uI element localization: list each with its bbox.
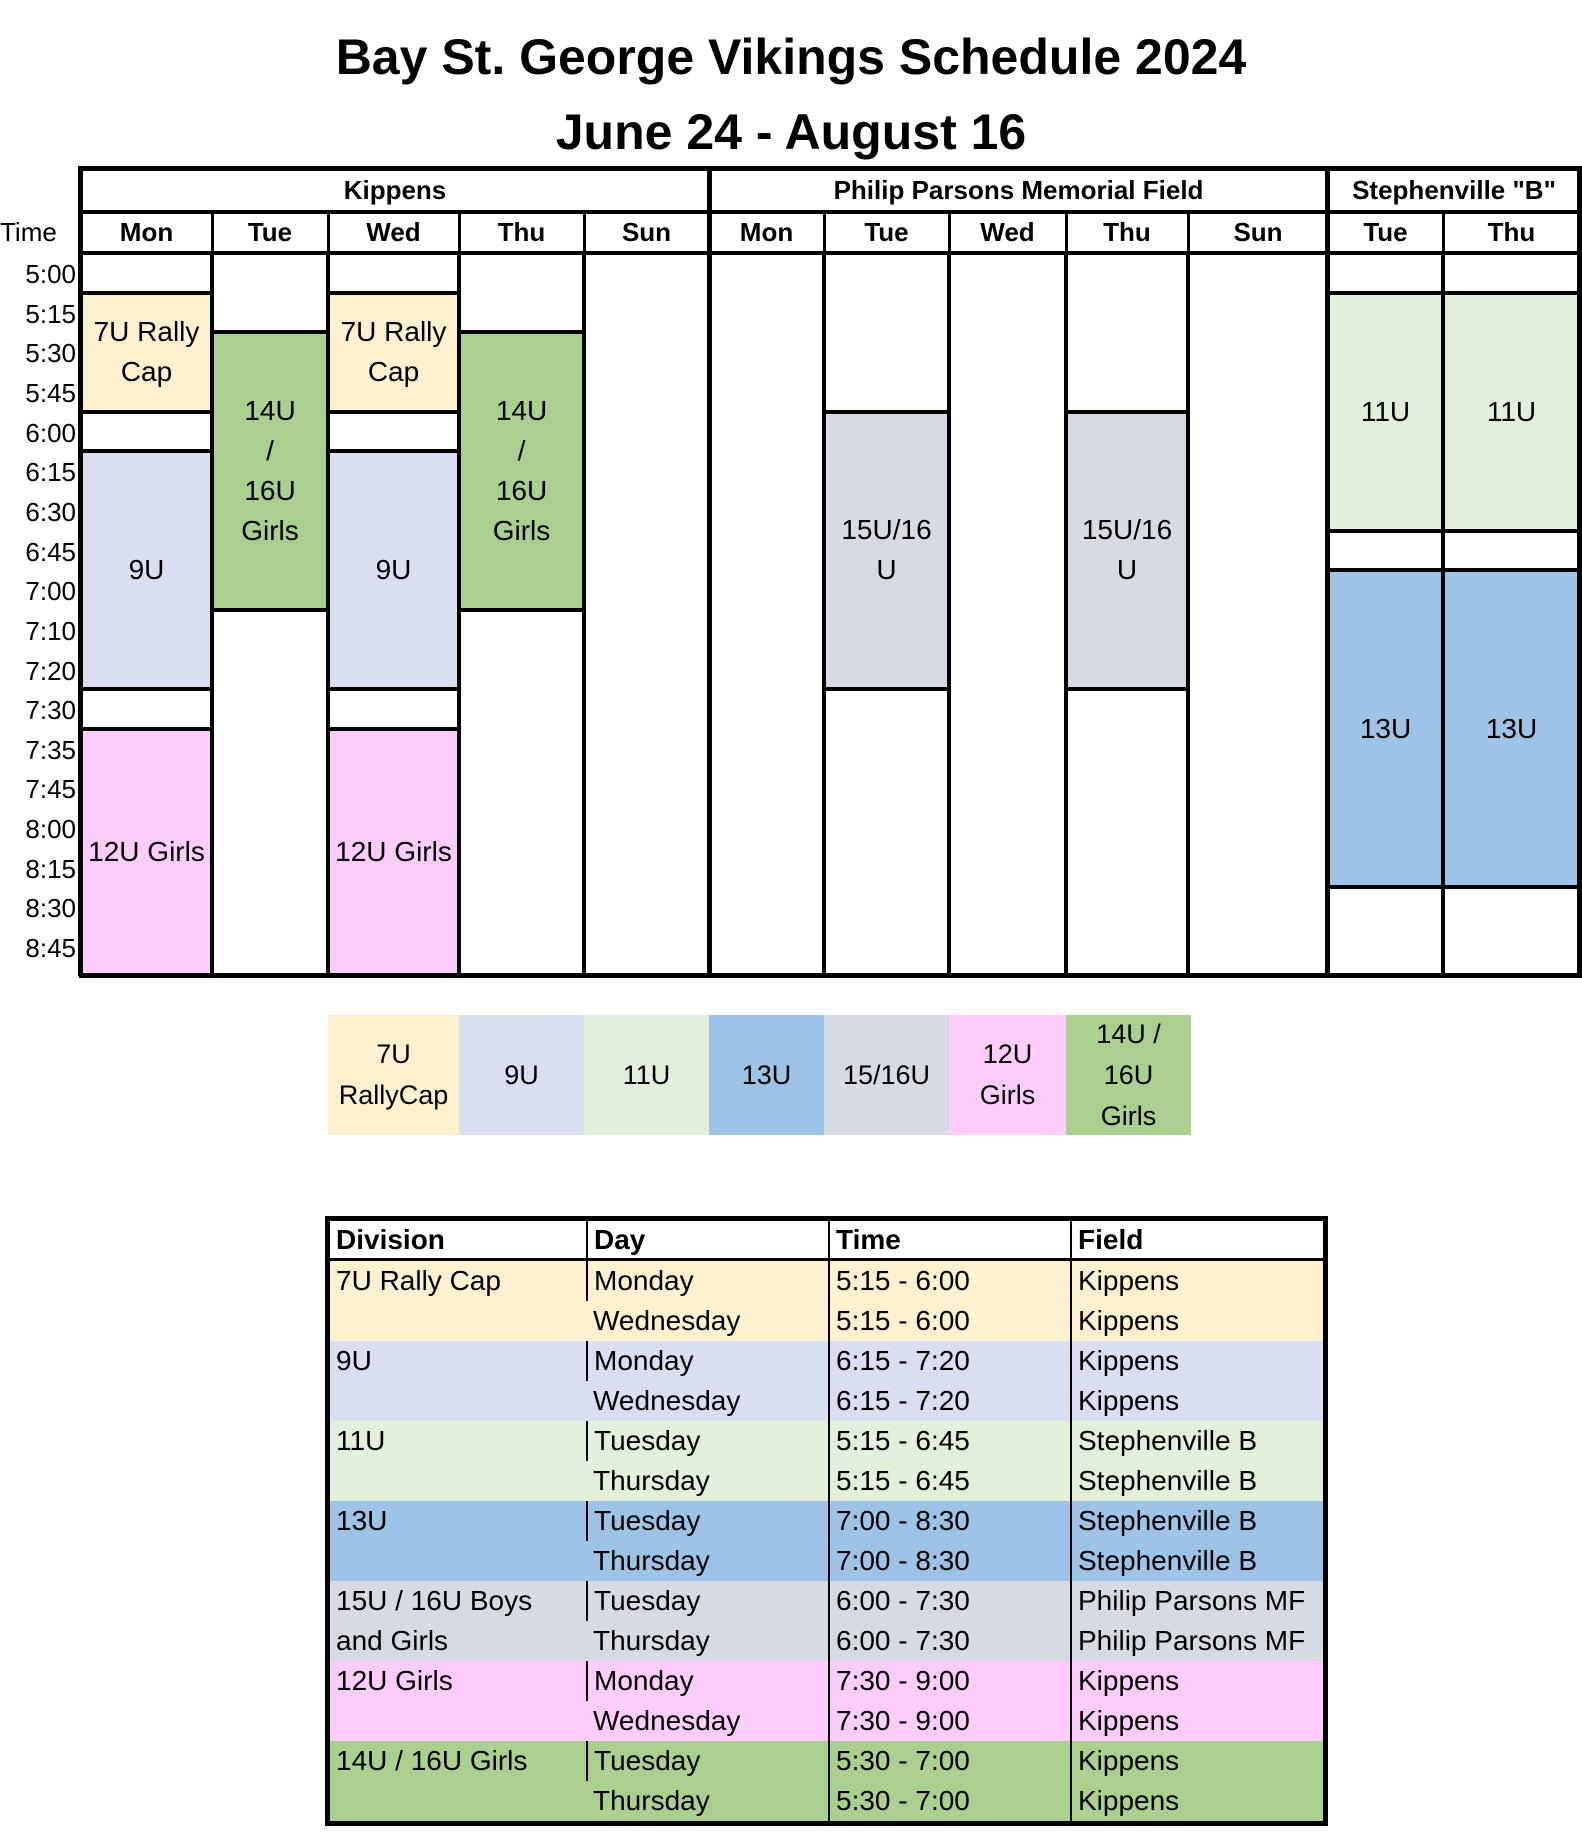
grid-border [1325, 166, 1330, 976]
day-header: Thu [497, 217, 546, 247]
time-label: 8:15 [25, 853, 76, 884]
legend-item: 11U [584, 1015, 709, 1135]
field-header: Stephenville "B" [1352, 175, 1556, 205]
schedule-block: 11U [1443, 293, 1580, 531]
field-cell: Kippens [1071, 1781, 1326, 1824]
grid-divider [458, 212, 461, 253]
schedule-block: 15U/16 U [1066, 412, 1188, 690]
day-cell: Monday [587, 1341, 829, 1381]
day-header: Thu [1103, 217, 1151, 247]
schedule-block: 11U [1328, 293, 1443, 531]
time-cell: 6:00 - 7:30 [829, 1621, 1071, 1661]
schedule-block: 7U Rally Cap [328, 293, 459, 412]
empty-slot [1066, 253, 1188, 412]
empty-slot [824, 253, 949, 412]
day-cell: Monday [587, 1661, 829, 1701]
time-label: 8:45 [25, 933, 76, 964]
day-cell: Thursday [593, 1785, 710, 1816]
schedule-block: 9U [81, 451, 212, 689]
time-cell: 5:30 - 7:00 [829, 1781, 1071, 1824]
table-row [328, 1581, 1326, 1621]
schedule-block: 7U Rally Cap [81, 293, 212, 412]
table-row [328, 1341, 1326, 1381]
time-cell: 7:00 - 8:30 [829, 1501, 1071, 1541]
empty-slot [328, 253, 459, 293]
field-cell: Stephenville B [1071, 1501, 1326, 1541]
header-field: Field [1071, 1219, 1326, 1260]
division-cell: 9U [336, 1345, 372, 1376]
header-day: Day [587, 1219, 829, 1260]
page-subtitle: June 24 - August 16 [555, 104, 1027, 160]
empty-slot [584, 253, 709, 975]
empty-slot [212, 610, 328, 975]
header-division: Division [328, 1219, 588, 1260]
time-cell: 7:30 - 9:00 [829, 1661, 1071, 1701]
empty-slot [1443, 253, 1580, 293]
table-row [328, 1741, 1326, 1781]
time-cell: 6:15 - 7:20 [829, 1341, 1071, 1381]
empty-slot [459, 610, 584, 975]
day-header: Mon [739, 217, 794, 247]
time-label: 7:30 [25, 695, 76, 726]
time-label: 5:30 [25, 338, 76, 369]
field-cell: Kippens [1071, 1301, 1326, 1341]
table-row [328, 1421, 1326, 1461]
schedule-block: 12U Girls [328, 729, 459, 975]
field-cell: Kippens [1071, 1381, 1326, 1421]
legend-item: 14U / 16U Girls [1066, 1015, 1191, 1135]
day-cell: Tuesday [587, 1501, 829, 1541]
division-cell: 15U / 16U Boys and Girls [336, 1585, 533, 1656]
day-cell: Thursday [593, 1545, 710, 1576]
schedule-block: 13U [1443, 570, 1580, 887]
empty-slot [81, 412, 212, 452]
schedule-block: 15U/16 U [824, 412, 949, 690]
empty-slot [1443, 531, 1580, 571]
day-cell: Tuesday [587, 1421, 829, 1461]
schedule-block: 13U [1328, 570, 1443, 887]
time-cell: 5:15 - 6:45 [829, 1421, 1071, 1461]
empty-slot [212, 253, 328, 332]
empty-slot [709, 253, 824, 975]
grid-divider [211, 212, 214, 253]
day-cell: Tuesday [587, 1581, 829, 1621]
empty-slot [81, 253, 212, 293]
time-label: 8:30 [25, 893, 76, 924]
summary-table [325, 1216, 1328, 1826]
day-header: Tue [864, 217, 909, 247]
day-cell: Wednesday [593, 1705, 741, 1736]
empty-slot [1066, 689, 1188, 975]
field-cell: Kippens [1071, 1741, 1326, 1781]
grid-divider [823, 212, 826, 253]
time-header: Time [0, 217, 57, 247]
time-label: 7:20 [25, 655, 76, 686]
time-label: 6:00 [25, 417, 76, 448]
day-cell: Thursday [593, 1465, 710, 1496]
time-label: 6:15 [25, 457, 76, 488]
empty-slot [1443, 887, 1580, 975]
field-cell: Kippens [1071, 1341, 1326, 1381]
day-cell: Wednesday [593, 1385, 741, 1416]
grid-divider [1065, 212, 1068, 253]
empty-slot [1328, 531, 1443, 571]
division-cell: 11U [336, 1425, 386, 1456]
day-header: Wed [366, 217, 421, 247]
grid-border [78, 166, 83, 976]
time-label: 5:00 [25, 259, 76, 289]
day-cell: Tuesday [587, 1741, 829, 1781]
time-label: 7:10 [25, 615, 76, 646]
day-cell: Monday [587, 1260, 829, 1302]
division-cell: 12U Girls [336, 1665, 453, 1696]
field-cell: Kippens [1071, 1701, 1326, 1741]
grid-border [81, 251, 1580, 255]
schedule-block: 14U / 16U Girls [212, 332, 328, 610]
time-label: 7:00 [25, 576, 76, 607]
legend-item: 12U Girls [949, 1015, 1066, 1135]
time-label: 5:15 [25, 298, 76, 329]
legend-item: 13U [709, 1015, 824, 1135]
grid-border [1577, 166, 1582, 976]
legend-item: 15/16U [824, 1015, 949, 1135]
grid-divider [948, 212, 951, 253]
header-time: Time [829, 1219, 1071, 1260]
field-cell: Kippens [1071, 1260, 1326, 1302]
time-cell: 5:15 - 6:45 [829, 1461, 1071, 1501]
time-cell: 6:15 - 7:20 [829, 1381, 1071, 1421]
summary-header-row [328, 1219, 1326, 1260]
legend-item: 9U [459, 1015, 584, 1135]
time-label: 7:35 [25, 734, 76, 765]
time-cell: 7:30 - 9:00 [829, 1701, 1071, 1741]
empty-slot [81, 689, 212, 729]
field-cell: Stephenville B [1071, 1541, 1326, 1581]
time-cell: 5:15 - 6:00 [829, 1301, 1071, 1341]
time-label: 7:45 [25, 774, 76, 805]
division-cell: 14U / 16U Girls [336, 1745, 528, 1776]
division-cell: 7U Rally Cap [336, 1265, 501, 1296]
day-header: Wed [980, 217, 1035, 247]
field-header: Kippens [343, 175, 447, 205]
empty-slot [328, 412, 459, 452]
time-cell: 5:15 - 6:00 [829, 1260, 1071, 1302]
empty-slot [949, 253, 1066, 975]
page-title: Bay St. George Vikings Schedule 2024 [335, 29, 1247, 85]
day-cell: Wednesday [593, 1305, 741, 1336]
schedule-block: 12U Girls [81, 729, 212, 975]
empty-slot [1188, 253, 1328, 975]
table-row [328, 1661, 1326, 1701]
schedule-block: 14U / 16U Girls [459, 332, 584, 610]
time-label: 5:45 [25, 377, 76, 408]
grid-divider [327, 212, 330, 253]
day-header: Tue [1363, 217, 1408, 247]
grid-divider [583, 212, 586, 253]
day-header: Sun [621, 217, 672, 247]
table-row [328, 1501, 1326, 1541]
grid-divider [1442, 212, 1445, 253]
division-cell: 13U [336, 1505, 388, 1536]
empty-slot [328, 689, 459, 729]
day-header: Sun [1233, 217, 1283, 247]
day-header: Tue [247, 217, 293, 247]
field-cell: Philip Parsons MF [1071, 1621, 1326, 1661]
empty-slot [459, 253, 584, 332]
day-cell: Thursday [593, 1625, 710, 1656]
time-cell: 5:30 - 7:00 [829, 1741, 1071, 1781]
empty-slot [824, 689, 949, 975]
time-label: 6:30 [25, 496, 76, 527]
day-header: Thu [1487, 217, 1536, 247]
table-row [328, 1260, 1326, 1302]
time-label: 6:45 [25, 536, 76, 567]
grid-border [81, 210, 1580, 214]
field-cell: Kippens [1071, 1661, 1326, 1701]
field-cell: Stephenville B [1071, 1461, 1326, 1501]
empty-slot [1328, 253, 1443, 293]
grid-border [79, 973, 1582, 978]
empty-slot [1328, 887, 1443, 975]
grid-border [707, 166, 712, 976]
field-cell: Philip Parsons MF [1071, 1581, 1326, 1621]
grid-border [79, 166, 1582, 171]
day-header: Mon [119, 217, 174, 247]
schedule-block: 9U [328, 451, 459, 689]
legend-item: 7U RallyCap [328, 1015, 459, 1135]
time-cell: 7:00 - 8:30 [829, 1541, 1071, 1581]
time-cell: 6:00 - 7:30 [829, 1581, 1071, 1621]
time-label: 8:00 [25, 814, 76, 845]
field-header: Philip Parsons Memorial Field [833, 175, 1204, 205]
grid-divider [1187, 212, 1190, 253]
field-cell: Stephenville B [1071, 1421, 1326, 1461]
